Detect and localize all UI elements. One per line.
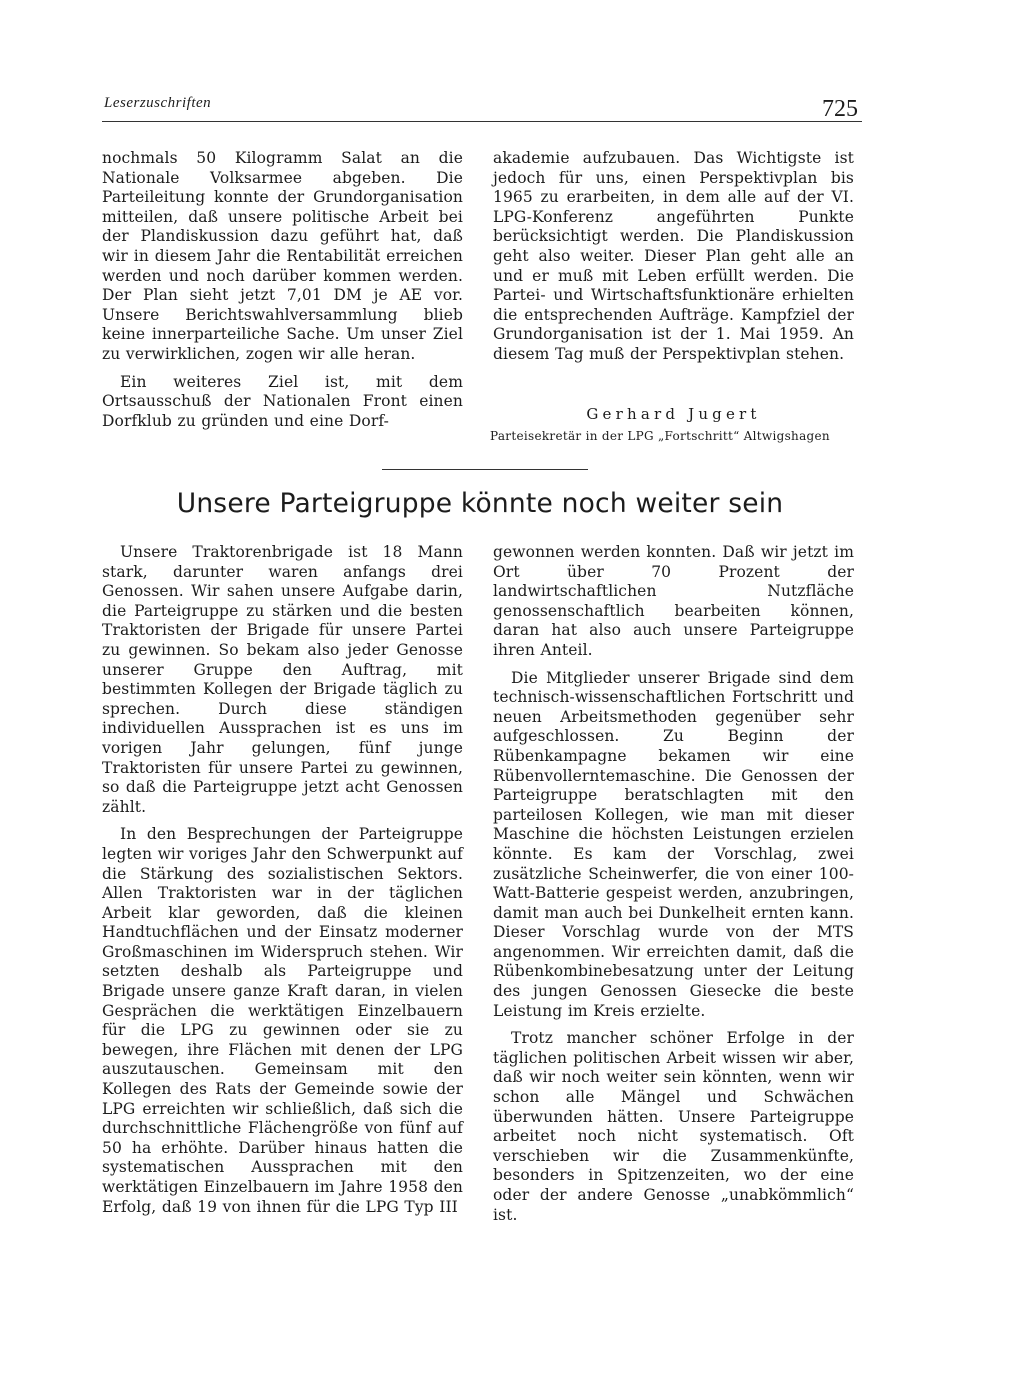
paragraph: Trotz mancher schöner Erfolge in der täglichen politischen Arbeit wissen wir aber, daß wir noch weiter sein könnten, wenn wir schon alle Mängel und Schwächen überwunden hätten. Unsere Parteigruppe arbeitet noch nicht systematisch. Oft verschieben wir die Zusammenkünfte, besonders in Spitzenzeiten, wo der eine oder der andere Genosse „unabkömmlich“ ist. xyxy=(493,1029,854,1224)
section-separator xyxy=(382,469,588,470)
author-signature: Gerhard Jugert xyxy=(586,405,761,423)
page-number: 725 xyxy=(822,96,858,122)
article-column-right xyxy=(493,543,854,1233)
author-affiliation: Parteisekretär in der LPG „Fortschritt“ Altwigshagen xyxy=(490,429,830,443)
paragraph: In den Besprechungen der Parteigruppe legten wir voriges Jahr den Schwerpunkt auf die Stärkung des sozialistischen Sektors. Allen Traktoristen war in der täglichen Arbeit klar geworden, daß die kleinen Handtuchflächen und der Einsatz moderner Großmaschinen im Widerspruch stehen. Wir setzten deshalb als Parteigruppe und Brigade unsere ganze Kraft daran, in vielen Gesprächen die werktätigen Einzelbauern für die LPG zu gewinnen oder sie zu bewegen, ihre Flächen mit denen der LPG auszutauschen. Gemeinsam mit den Kollegen des Rats der Gemeinde sowie der LPG erreichten wir schließlich, daß sich die durchschnittliche Flächengröße von fünf auf 50 ha erhöhte. Darüber hinaus hatten die systematischen Aussprachen mit den werktätigen Einzelbauern im Jahre 1958 den Erfolg, daß 19 von ihnen für die LPG Typ III xyxy=(102,825,463,1216)
running-head: Leserzuschriften xyxy=(104,95,212,111)
paragraph: akademie aufzubauen. Das Wichtigste ist jedoch für uns, einen Perspektivplan bis 1965 zu erarbeiten, in dem alle auf der VI. LPG-Konferenz angeführten Punkte berücksichtigt werden. Die Plandiskussion geht also weiter. Dieser Plan geht alle an und er muß mit Leben erfüllt werden. Die Partei- und Wirtschaftsfunktionäre erhielten die entsprechenden Aufträge. Kampfziel der Grundorganisation ist der 1. Mai 1959. An diesem Tag muß der Perspektivplan stehen. xyxy=(493,149,854,363)
letter-column-left xyxy=(102,149,463,439)
paragraph: nochmals 50 Kilogramm Salat an die Nationale Volksarmee abgeben. Die Parteileitung konnte der Grundorganisation mitteilen, daß unsere politische Arbeit bei der Plandiskussion dazu geführt hat, daß wir in diesem Jahr die Rentabilität erreichen werden und noch darüber kommen werden. Der Plan sieht jetzt 7,01 DM je AE vor. Unsere Berichtswahlversammlung blieb keine innerparteiliche Sache. Um unser Ziel zu verwirklichen, zogen wir alle heran. xyxy=(102,149,463,363)
paragraph: Die Mitglieder unserer Brigade sind dem technisch-wissenschaftlichen Fortschritt und neuen Arbeitsmethoden gegenüber sehr aufgeschlossen. Zu Beginn der Rübenkampagne bekamen wir eine Rübenvollerntemaschine. Die Genossen der Parteigruppe beratschlagten mit den parteilosen Kollegen, wie man mit dieser Maschine die höchsten Leistungen erzielen könnte. Es kam der Vorschlag, zwei zusätzliche Scheinwerfer, die von einer 100-Watt-Batterie gespeist werden, anzubringen, damit man auch bei Dunkelheit ernten kann. Dieser Vorschlag wurde von der MTS angenommen. Wir erreichten damit, daß die Rübenkombinebesatzung unter der Leitung des jungen Genossen Giesecke die beste Leistung im Kreis erzielte. xyxy=(493,668,854,1020)
paragraph: Unsere Traktorenbrigade ist 18 Mann stark, darunter waren anfangs drei Genossen. Wir sahen unsere Aufgabe darin, die Parteigruppe zu stärken und die besten Traktoristen der Brigade für unsere Partei zu gewinnen. So bekam also jeder Genosse unserer Gruppe den Auftrag, mit bestimmten Kollegen der Brigade täglich zu sprechen. Durch diese ständigen individuellen Aussprachen ist es uns im vorigen Jahr gelungen, fünf junge Traktoristen für unsere Partei zu gewinnen, so daß die Parteigruppe jetzt acht Genossen zählt. xyxy=(102,543,463,816)
letter-column-right xyxy=(493,149,854,373)
article-column-left xyxy=(102,543,463,1225)
article-headline: Unsere Parteigruppe könnte noch weiter sein xyxy=(176,488,784,519)
header-rule xyxy=(102,121,862,122)
paragraph: Ein weiteres Ziel ist, mit dem Ortsausschuß der Nationalen Front einen Dorfklub zu gründen und eine Dorf- xyxy=(102,372,463,430)
paragraph: gewonnen werden konnten. Daß wir jetzt im Ort über 70 Prozent der landwirtschaftlichen Nutzfläche genossenschaftlich bearbeiten können, daran hat also auch unsere Parteigruppe ihren Anteil. xyxy=(493,543,854,659)
